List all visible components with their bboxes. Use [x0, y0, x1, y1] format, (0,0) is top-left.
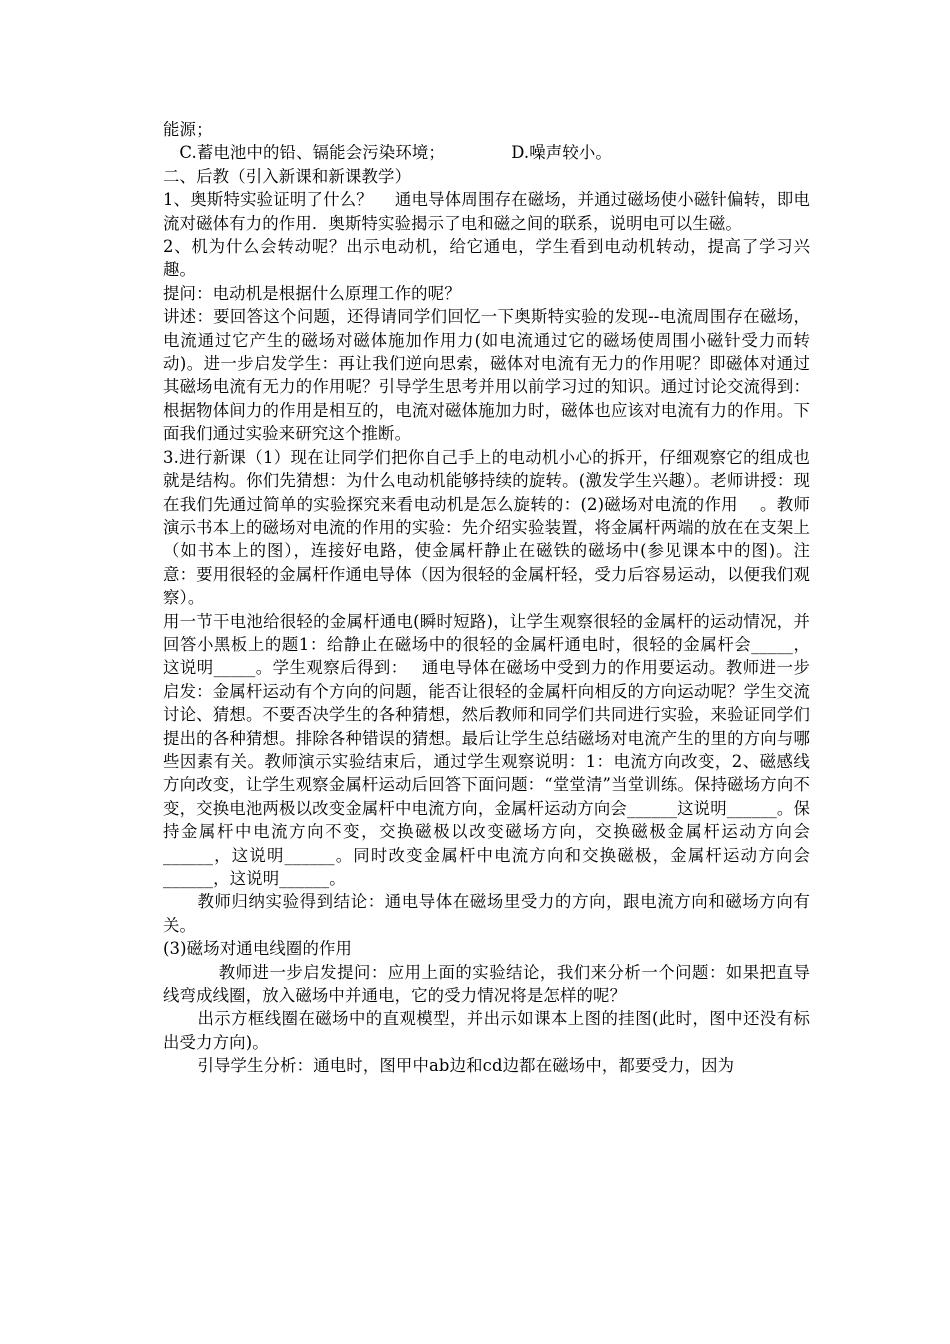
paragraph-new-lesson: 3.进行新课（1）现在让同学们把你自己手上的电动机小心的拆开，仔细观察它的组成也就是结构。你们先猜想：为什么电动机能够持续的旋转。(激发学生兴趣）。老师讲授：现在我们先通过简单的实验探究来看电动机是怎么旋转的：(2)磁场对电流的作用 。教师演示书本上的磁场对电流的作用的实验：先介绍实验装置，将金属杆两端的放在在支架上（如书本上的图），连接好电路，使金属杆静止在磁铁的磁场中(参见课本中的图)。注意：要用很轻的金属杆作通电导体（因为很轻的金属杆轻，受力后容易运动，以便我们观察）。	[163, 447, 810, 608]
paragraph-question: 提问：电动机是根据什么原理工作的呢？	[163, 283, 461, 303]
section-heading: 二、后教（引入新课和新课教学）	[163, 166, 412, 186]
paragraph-analysis: 引导学生分析：通电时，图甲中ab边和cd边都在磁场中，都要受力，因为	[197, 1056, 735, 1076]
paragraph-motor-question: 2、机为什么会转动呢？出示电动机，给它通电，学生看到电动机转动，提高了学习兴趣。	[163, 237, 810, 280]
paragraph-model: 出示方框线圈在磁场中的直观模型，并出示如课本上图的挂图(此时，图中还没有标出受力方向)。	[163, 1009, 810, 1052]
paragraph-experiment: 用一节干电池给很轻的金属杆通电(瞬时短路)，让学生观察很轻的金属杆的运动情况，并回答小黑板上的题1：给静止在磁场中的很轻的金属杆通电时，很轻的金属杆会_____，这说明_____。学生观察后得到： 通电导体在磁场中受到力的作用要运动。教师进一步启发：金属杆运动有个方向的问题，能否让很轻的金属杆向相反的方向运动呢？学生交流讨论、猜想。不要否决学生的各种猜想，然后教师和同学们共同进行实验，来验证同学们提出的各种猜想。排除各种错误的猜想。最后让学生总结磁场对电流产生的里的方向与哪些因素有关。教师演示实验结束后，通过学生观察说明：1：电流方向改变，2、磁感线方向改变，让学生观察金属杆运动后回答下面问题：“堂堂清”当堂训练。保持磁场方向不变，交换电池两极以改变金属杆中电流方向，金属杆运动方向会______这说明______。保持金属杆中电流方向不变，交换磁极以改变磁场方向，交换磁极金属杆运动方向会______，这说明______。同时改变金属杆中电流方向和交换磁极，金属杆运动方向会______，这说明______。	[163, 611, 810, 888]
paragraph-lecture: 讲述：要回答这个问题，还得请同学们回忆一下奥斯特实验的发现--电流周围存在磁场，电流通过它产生的磁场对磁体施加作用力(如电流通过它的磁场使周围小磁针受力而转动)。进一步启发学生：再让我们逆向思索，磁体对电流有无力的作用呢？即磁体对通过其磁场电流有无力的作用呢？引导学生思考并用以前学习过的知识。通过讨论交流得到：根据物体间力的作用是相互的，电流对磁体施加力时，磁体也应该对电流有力的作用。下面我们通过实验来研究这个推断。	[163, 307, 810, 444]
paragraph-conclusion: 教师归纳实验得到结论：通电导体在磁场里受力的方向，跟电流方向和磁场方向有关。	[163, 892, 810, 935]
document-page	[163, 118, 810, 1078]
option-d: D.噪声较小。	[511, 143, 612, 163]
subheading-coil: (3)磁场对通电线圈的作用	[163, 939, 353, 959]
paragraph-options	[163, 141, 810, 164]
paragraph-energy: 能源；	[163, 120, 213, 139]
paragraph-coil-question: 教师进一步启发提问：应用上面的实验结论，我们来分析一个问题：如果把直导线弯成线圈，放入磁场中并通电，它的受力情况将是怎样的呢？	[163, 962, 810, 1006]
paragraph-oersted: 1、奥斯特实验证明了什么？ 通电导体周围存在磁场，并通过磁场使小磁针偏转，即电流对磁体有力的作用．奥斯特实验揭示了电和磁之间的联系，说明电可以生磁。	[163, 190, 810, 233]
option-c: C.蓄电池中的铅、镉能会污染环境；	[179, 143, 445, 163]
